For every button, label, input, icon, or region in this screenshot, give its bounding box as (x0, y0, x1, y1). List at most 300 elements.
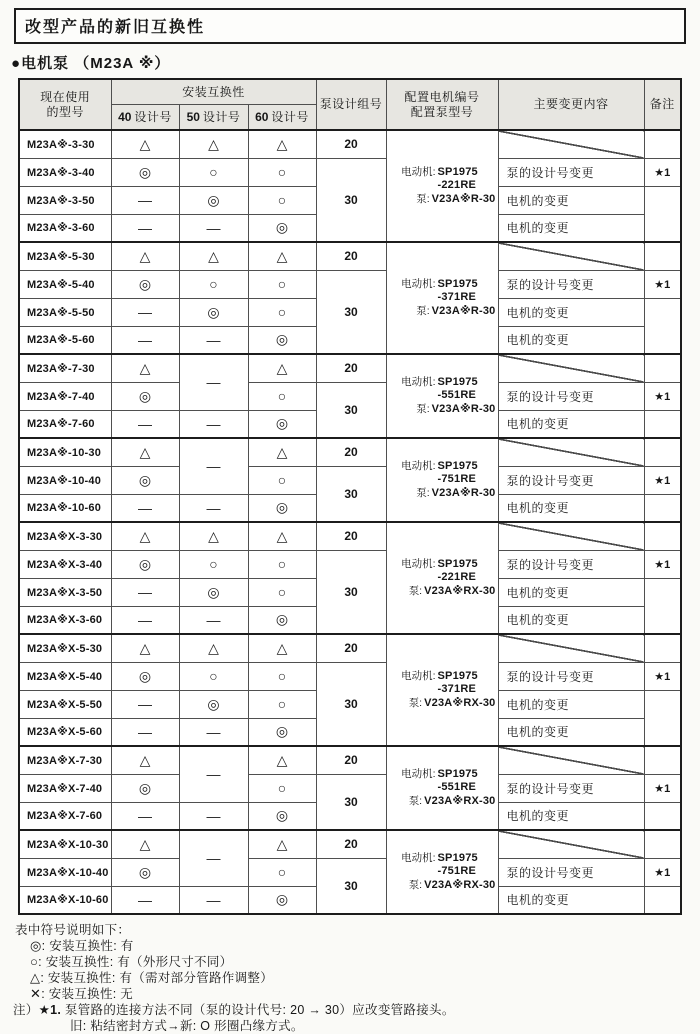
design-50-num: 50 (186, 109, 200, 124)
compat-50-cell: — (179, 494, 248, 522)
compat-40-cell: △ (111, 354, 179, 382)
motor-config-line (389, 376, 496, 390)
compat-40-cell: △ (111, 130, 179, 158)
compat-50-cell: — (179, 214, 248, 242)
design-40-num: 40 (118, 109, 132, 124)
motor-label: 电动机: (401, 375, 436, 388)
pump-group-cell: 30 (316, 662, 386, 746)
legend-text: : 安装互换性: 有 (41, 939, 134, 953)
motor-config-box (389, 460, 496, 501)
compat-50-cell: △ (179, 242, 248, 270)
model-cell: M23A※X-3-60 (19, 606, 111, 634)
motor-config-cell (386, 634, 498, 746)
legend-item (13, 938, 700, 954)
compat-50-cell: — (179, 830, 248, 886)
motor-config-box (389, 278, 496, 319)
motor-config-box (389, 670, 496, 711)
motor-label: 电动机: (401, 277, 436, 290)
change-cell: 电机的变更 (498, 578, 644, 606)
motor-config-line (389, 781, 496, 795)
change-cell-diagonal (498, 130, 644, 158)
compat-50-cell: △ (179, 130, 248, 158)
pump-group-cell: 20 (316, 634, 386, 662)
motor-config-line (389, 278, 496, 292)
motor-number-suffix: -221RE (437, 571, 476, 584)
col-header-design-60 (248, 105, 316, 131)
table-row (19, 242, 681, 270)
compat-60-cell: △ (248, 522, 316, 550)
pump-group-cell: 20 (316, 746, 386, 774)
motor-config-cell (386, 830, 498, 914)
compat-40-cell: — (111, 718, 179, 746)
pump-group-cell: 20 (316, 354, 386, 382)
motor-config-line (389, 768, 496, 782)
motor-number: SP1975 (437, 459, 478, 472)
compat-60-cell: △ (248, 130, 316, 158)
motor-config-line (389, 403, 496, 417)
legend-symbol-icon: ○ (30, 954, 39, 969)
pump-group-cell: 20 (316, 522, 386, 550)
pump-group-cell: 20 (316, 130, 386, 158)
change-cell: 电机的变更 (498, 298, 644, 326)
table-row (19, 158, 681, 186)
motor-label-spacer (389, 291, 436, 305)
page-title: 改型产品的新旧互换性 (25, 19, 206, 36)
design-50-label: 设计号 (202, 109, 241, 124)
table-row (19, 746, 681, 774)
motor-config-box (389, 558, 496, 599)
motor-config-line (389, 291, 496, 305)
motor-config-line (389, 795, 496, 809)
design-40-label: 设计号 (134, 109, 172, 124)
design-60-num: 60 (255, 109, 269, 124)
pump-label: 泵: (408, 584, 423, 597)
legend (13, 922, 700, 1034)
model-cell: M23A※X-7-60 (19, 802, 111, 830)
compat-40-cell: ◎ (111, 858, 179, 886)
document-page (0, 8, 700, 1034)
motor-number: SP1975 (437, 165, 478, 178)
compat-50-cell: — (179, 718, 248, 746)
compat-50-cell: — (179, 886, 248, 914)
pump-label: 泵: (408, 794, 423, 807)
compat-60-cell: △ (248, 634, 316, 662)
bullet-icon: ● (11, 55, 22, 72)
motor-label-spacer (389, 473, 436, 487)
pump-model: V23A※RX-30 (424, 878, 496, 891)
model-cell: M23A※-10-30 (19, 438, 111, 466)
motor-label-spacer (389, 683, 436, 697)
legend-symbol-icon: ✕ (30, 986, 42, 1001)
motor-config-line (389, 193, 496, 207)
model-cell: M23A※-3-60 (19, 214, 111, 242)
compat-60-cell: △ (248, 830, 316, 858)
table-row (19, 550, 681, 578)
change-cell-diagonal (498, 242, 644, 270)
model-cell: M23A※X-10-60 (19, 886, 111, 914)
motor-config-line (389, 473, 496, 487)
table-header (19, 79, 681, 130)
motor-config-line (389, 179, 496, 193)
note-line-2: 旧: 粘结密封方式→新: O 形圈凸缘方式。 (70, 1019, 304, 1033)
change-cell: 泵的设计号变更 (498, 158, 644, 186)
compat-40-cell: ◎ (111, 270, 179, 298)
legend-symbol-icon: △ (30, 970, 41, 985)
change-cell: 泵的设计号变更 (498, 382, 644, 410)
compat-40-cell: △ (111, 634, 179, 662)
compat-60-cell: ○ (248, 186, 316, 214)
table-row (19, 522, 681, 550)
remark-cell (644, 746, 681, 774)
change-cell: 泵的设计号变更 (498, 774, 644, 802)
compat-40-cell: — (111, 606, 179, 634)
motor-config-line (389, 460, 496, 474)
compat-60-cell: ◎ (248, 410, 316, 438)
change-cell-diagonal (498, 438, 644, 466)
change-cell: 泵的设计号变更 (498, 466, 644, 494)
motor-config-line (389, 670, 496, 684)
motor-number-suffix: -371RE (437, 291, 476, 304)
table-row (19, 858, 681, 886)
model-cell: M23A※-7-30 (19, 354, 111, 382)
change-cell: 电机的变更 (498, 326, 644, 354)
remark-cell (644, 690, 681, 746)
compat-50-cell: △ (179, 634, 248, 662)
remark-cell (644, 494, 681, 522)
change-cell: 泵的设计号变更 (498, 550, 644, 578)
pump-label: 泵: (416, 304, 430, 317)
compat-50-cell: — (179, 354, 248, 410)
remark-cell (644, 802, 681, 830)
compat-50-cell: ○ (179, 158, 248, 186)
model-cell: M23A※X-10-30 (19, 830, 111, 858)
model-cell: M23A※-5-40 (19, 270, 111, 298)
compat-40-cell: ◎ (111, 550, 179, 578)
change-cell: 泵的设计号变更 (498, 662, 644, 690)
remark-cell (644, 522, 681, 550)
motor-config-box (389, 166, 496, 207)
pump-label: 泵: (416, 486, 430, 499)
motor-number-suffix: -751RE (437, 473, 476, 486)
pump-group-cell: 20 (316, 438, 386, 466)
motor-label: 电动机: (401, 165, 436, 178)
motor-config-cell (386, 746, 498, 830)
compat-60-cell: ◎ (248, 606, 316, 634)
motor-number-suffix: -551RE (437, 389, 476, 402)
motor-number: SP1975 (437, 277, 478, 290)
motor-label-spacer (389, 571, 436, 585)
compat-40-cell: — (111, 298, 179, 326)
remark-cell: ★1 (644, 382, 681, 410)
remark-cell: ★1 (644, 858, 681, 886)
compat-50-cell: ◎ (179, 186, 248, 214)
table-row (19, 774, 681, 802)
remark-cell: ★1 (644, 550, 681, 578)
change-cell-diagonal (498, 634, 644, 662)
motor-config-cell (386, 130, 498, 242)
change-cell-diagonal (498, 746, 644, 774)
compat-40-cell: ◎ (111, 466, 179, 494)
pump-group-cell: 30 (316, 550, 386, 634)
compat-60-cell: ○ (248, 774, 316, 802)
pump-model: V23A※RX-30 (424, 696, 496, 709)
compat-60-cell: △ (248, 354, 316, 382)
section-label: 电机泵 （M23A ※） (21, 55, 171, 72)
col-header-current-model (19, 79, 111, 130)
change-cell: 泵的设计号变更 (498, 270, 644, 298)
legend-text: : 安装互换性: 有（外形尺寸不同） (38, 955, 233, 969)
compat-50-cell: ○ (179, 270, 248, 298)
compat-60-cell: △ (248, 438, 316, 466)
note-star-badge: ★1. (38, 1003, 62, 1017)
compat-50-cell: — (179, 802, 248, 830)
compat-50-cell: ○ (179, 662, 248, 690)
remark-cell (644, 242, 681, 270)
compat-40-cell: △ (111, 830, 179, 858)
col-header-pump-group: 泵设计组号 (316, 79, 386, 130)
compat-60-cell: ○ (248, 270, 316, 298)
pump-model: V23A※R-30 (431, 486, 496, 499)
compat-60-cell: ◎ (248, 802, 316, 830)
motor-config-line (389, 879, 496, 893)
remark-cell (644, 438, 681, 466)
change-cell: 电机的变更 (498, 494, 644, 522)
remark-cell: ★1 (644, 270, 681, 298)
compat-40-cell: — (111, 494, 179, 522)
remark-cell (644, 578, 681, 634)
compat-60-cell: ◎ (248, 494, 316, 522)
table-body (19, 130, 681, 914)
remark-cell (644, 410, 681, 438)
pump-group-cell: 30 (316, 858, 386, 914)
motor-label: 电动机: (401, 851, 436, 864)
change-cell: 电机的变更 (498, 802, 644, 830)
col-header-design-40 (111, 105, 179, 131)
motor-label-spacer (389, 389, 436, 403)
compat-40-cell: — (111, 578, 179, 606)
change-cell-diagonal (498, 522, 644, 550)
config-line2: 配置泵型号 (410, 104, 474, 119)
compat-40-cell: — (111, 410, 179, 438)
model-cell: M23A※-10-60 (19, 494, 111, 522)
compat-40-cell: ◎ (111, 662, 179, 690)
motor-config-line (389, 389, 496, 403)
compat-40-cell: — (111, 326, 179, 354)
table-row (19, 438, 681, 466)
section-title (11, 52, 700, 73)
motor-config-line (389, 852, 496, 866)
motor-label: 电动机: (401, 557, 436, 570)
model-cell: M23A※-5-30 (19, 242, 111, 270)
table-row (19, 830, 681, 858)
compat-60-cell: ○ (248, 466, 316, 494)
page-title-box (14, 8, 686, 44)
current-model-line1: 现在使用 (40, 90, 91, 105)
motor-config-line (389, 697, 496, 711)
remark-cell: ★1 (644, 158, 681, 186)
motor-number: SP1975 (437, 767, 478, 780)
compat-50-cell: ○ (179, 550, 248, 578)
motor-config-line (389, 487, 496, 501)
pump-group-cell: 30 (316, 158, 386, 242)
remark-cell (644, 830, 681, 858)
current-model-line2: 的型号 (46, 104, 84, 119)
model-cell: M23A※X-3-30 (19, 522, 111, 550)
model-cell: M23A※X-10-40 (19, 858, 111, 886)
motor-config-cell (386, 242, 498, 354)
pump-model: V23A※RX-30 (424, 794, 496, 807)
motor-config-line (389, 571, 496, 585)
table-row (19, 662, 681, 690)
change-cell: 电机的变更 (498, 186, 644, 214)
model-cell: M23A※X-5-60 (19, 718, 111, 746)
motor-label: 电动机: (401, 459, 436, 472)
compat-60-cell: ◎ (248, 326, 316, 354)
pump-label: 泵: (416, 402, 430, 415)
compat-50-cell: — (179, 410, 248, 438)
compat-40-cell: △ (111, 438, 179, 466)
compat-60-cell: △ (248, 746, 316, 774)
model-cell: M23A※X-5-30 (19, 634, 111, 662)
remark-cell: ★1 (644, 774, 681, 802)
compat-50-cell: — (179, 746, 248, 802)
table-row (19, 382, 681, 410)
motor-number-suffix: -751RE (437, 865, 476, 878)
motor-config-line (389, 166, 496, 180)
change-cell: 电机的变更 (498, 410, 644, 438)
pump-label: 泵: (416, 192, 430, 205)
compat-40-cell: △ (111, 522, 179, 550)
motor-config-cell (386, 354, 498, 438)
model-cell: M23A※X-3-40 (19, 550, 111, 578)
compat-50-cell: — (179, 606, 248, 634)
motor-config-line (389, 585, 496, 599)
change-cell: 电机的变更 (498, 606, 644, 634)
legend-text: : 安装互换性: 无 (41, 987, 134, 1001)
model-cell: M23A※X-7-40 (19, 774, 111, 802)
model-cell: M23A※X-3-50 (19, 578, 111, 606)
motor-label: 电动机: (401, 669, 436, 682)
compat-60-cell: ○ (248, 662, 316, 690)
motor-number: SP1975 (437, 557, 478, 570)
legend-symbol-icon: ◎ (30, 938, 42, 953)
compat-40-cell: — (111, 690, 179, 718)
remark-cell (644, 186, 681, 242)
change-cell: 电机的变更 (498, 886, 644, 914)
motor-number-suffix: -221RE (437, 179, 476, 192)
motor-config-cell (386, 522, 498, 634)
model-cell: M23A※-7-40 (19, 382, 111, 410)
note-text: 泵管路的连接方法不同（泵的设计代号: 20 → 30）应改变管路接头。 (64, 1003, 455, 1017)
table-row (19, 354, 681, 382)
motor-config-line (389, 305, 496, 319)
config-line1: 配置电机编号 (404, 90, 480, 105)
pump-model: V23A※R-30 (431, 192, 496, 205)
remark-cell (644, 130, 681, 158)
motor-number: SP1975 (437, 851, 478, 864)
design-60-label: 设计号 (271, 109, 309, 124)
col-header-design-50 (179, 105, 248, 131)
model-cell: M23A※X-5-50 (19, 690, 111, 718)
compat-50-cell: — (179, 326, 248, 354)
motor-number-suffix: -551RE (437, 781, 476, 794)
pump-group-cell: 30 (316, 774, 386, 830)
motor-number: SP1975 (437, 669, 478, 682)
pump-group-cell: 30 (316, 466, 386, 522)
compat-60-cell: ○ (248, 298, 316, 326)
change-cell: 电机的变更 (498, 214, 644, 242)
remark-cell: ★1 (644, 466, 681, 494)
pump-label: 泵: (408, 696, 423, 709)
compat-50-cell: ◎ (179, 578, 248, 606)
compat-60-cell: ○ (248, 578, 316, 606)
change-cell: 电机的变更 (498, 718, 644, 746)
motor-config-line (389, 558, 496, 572)
legend-item (13, 970, 700, 986)
motor-config-cell (386, 438, 498, 522)
compat-40-cell: — (111, 214, 179, 242)
compat-40-cell: — (111, 886, 179, 914)
model-cell: M23A※-3-40 (19, 158, 111, 186)
compat-table (18, 78, 682, 915)
compat-40-cell: △ (111, 746, 179, 774)
compat-40-cell: △ (111, 242, 179, 270)
pump-label: 泵: (408, 878, 423, 891)
motor-config-box (389, 768, 496, 809)
col-header-remarks: 备注 (644, 79, 681, 130)
remark-cell (644, 886, 681, 914)
legend-items (13, 938, 700, 1002)
change-cell: 泵的设计号变更 (498, 858, 644, 886)
col-header-config (386, 79, 498, 130)
model-cell: M23A※-10-40 (19, 466, 111, 494)
motor-config-box (389, 376, 496, 417)
compat-40-cell: ◎ (111, 158, 179, 186)
compat-40-cell: — (111, 802, 179, 830)
model-cell: M23A※X-7-30 (19, 746, 111, 774)
compat-60-cell: ○ (248, 690, 316, 718)
legend-item (13, 986, 700, 1002)
motor-config-box (389, 852, 496, 893)
motor-label-spacer (389, 179, 436, 193)
legend-text: : 安装互换性: 有（需对部分管路作调整） (40, 971, 274, 985)
legend-intro: 表中符号说明如下： (15, 923, 131, 937)
model-cell: M23A※-3-30 (19, 130, 111, 158)
motor-number-suffix: -371RE (437, 683, 476, 696)
pump-group-cell: 20 (316, 830, 386, 858)
note-prefix: 注） (13, 1003, 39, 1017)
compat-50-cell: — (179, 438, 248, 494)
model-cell: M23A※-5-60 (19, 326, 111, 354)
pump-group-cell: 30 (316, 382, 386, 438)
compat-50-cell: △ (179, 522, 248, 550)
compat-60-cell: ○ (248, 158, 316, 186)
change-cell-diagonal (498, 354, 644, 382)
motor-config-line (389, 683, 496, 697)
remark-cell (644, 354, 681, 382)
motor-label-spacer (389, 781, 436, 795)
compat-40-cell: — (111, 186, 179, 214)
compat-60-cell: ◎ (248, 718, 316, 746)
remark-cell (644, 634, 681, 662)
compat-60-cell: ○ (248, 550, 316, 578)
remark-cell: ★1 (644, 662, 681, 690)
compat-50-cell: ◎ (179, 690, 248, 718)
model-cell: M23A※-5-50 (19, 298, 111, 326)
compat-40-cell: ◎ (111, 382, 179, 410)
pump-model: V23A※R-30 (431, 402, 496, 415)
model-cell: M23A※X-5-40 (19, 662, 111, 690)
